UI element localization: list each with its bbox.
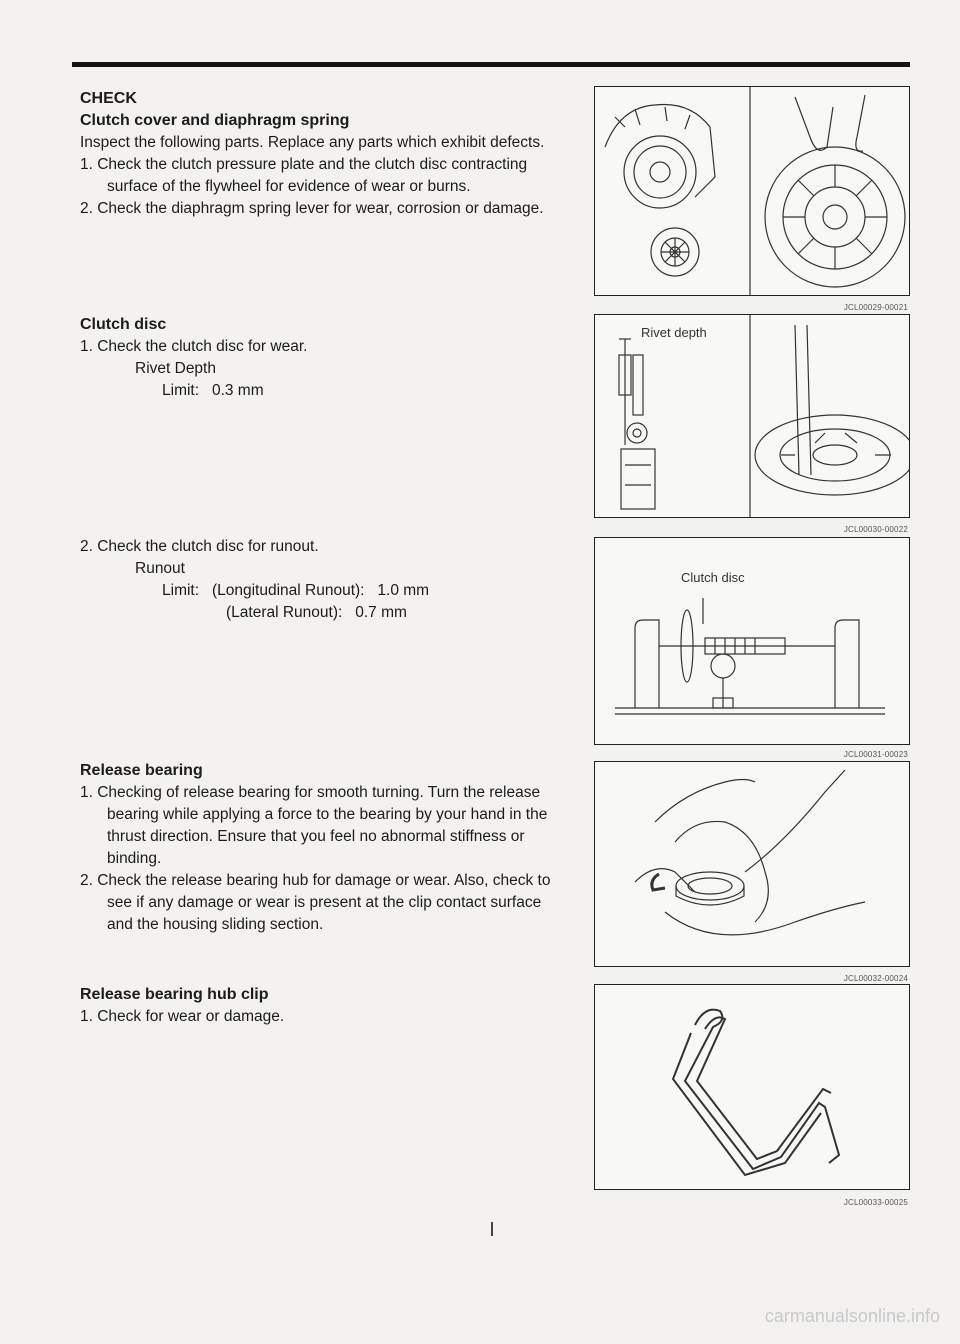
watermark: carmanualsonline.info xyxy=(764,1306,940,1326)
caption-fig-2: JCL00030-00022 xyxy=(843,525,908,534)
figure-rivet-depth xyxy=(594,314,910,518)
label-rivet-depth: Rivet depth xyxy=(641,325,707,340)
section-hub-clip xyxy=(80,984,560,1028)
clutch-cover-illustration xyxy=(595,87,909,295)
clip-item-1: 1. Check for wear or damage. xyxy=(80,1008,285,1025)
bearing-item-2: 2. Check the release bearing hub for damage or wear. Also, check to see if any damage or wear is present at the clip contact surface and the housing sliding section. xyxy=(80,872,551,933)
caption-fig-4: JCL00032-00024 xyxy=(843,974,908,983)
heading-clutch-cover: Clutch cover and diaphragm spring xyxy=(80,112,350,129)
caption-fig-5: JCL00033-00025 xyxy=(843,1198,908,1207)
figure-runout xyxy=(594,537,910,745)
heading-hub-clip: Release bearing hub clip xyxy=(80,986,269,1003)
check-item-2: 2. Check the diaphragm spring lever for wear, corrosion or damage. xyxy=(80,200,544,217)
check-item-1: 1. Check the clutch pressure plate and the clutch disc contracting surface of the flywheel for evidence of wear or burns. xyxy=(80,156,528,195)
check-intro: Inspect the following parts. Replace any parts which exhibit defects. xyxy=(80,134,545,151)
figure-release-bearing xyxy=(594,761,910,967)
runout-limit-lateral: (Lateral Runout): 0.7 mm xyxy=(226,604,407,621)
bearing-item-1: 1. Checking of release bearing for smooth turning. Turn the release bearing while applying a force to the bearing by your hand in the thrust direction. Ensure that you feel no abnormal stiffness or binding. xyxy=(80,784,548,867)
header-rule xyxy=(72,62,910,67)
runout-limit-longitudinal: Limit: (Longitudinal Runout): 1.0 mm xyxy=(162,582,430,599)
section-clutch-disc xyxy=(80,314,560,402)
heading-clutch-disc: Clutch disc xyxy=(80,316,167,333)
runout-label: Runout xyxy=(135,560,185,577)
disc-item-2: 2. Check the clutch disc for runout. xyxy=(80,538,319,555)
page-mark xyxy=(491,1222,493,1236)
figure-clutch-cover xyxy=(594,86,910,296)
section-runout xyxy=(80,536,560,624)
section-release-bearing xyxy=(80,760,560,936)
release-bearing-illustration xyxy=(595,762,909,966)
runout-illustration xyxy=(595,538,909,744)
heading-check: CHECK xyxy=(80,90,137,107)
label-clutch-disc: Clutch disc xyxy=(681,570,745,585)
caption-fig-1: JCL00029-00021 xyxy=(843,303,908,312)
caption-fig-3: JCL00031-00023 xyxy=(843,750,908,759)
section-check xyxy=(80,88,560,220)
rivet-depth-limit: Limit: 0.3 mm xyxy=(162,382,264,399)
disc-item-1: 1. Check the clutch disc for wear. xyxy=(80,338,308,355)
rivet-depth-illustration xyxy=(595,315,909,517)
rivet-depth-label: Rivet Depth xyxy=(135,360,216,377)
figure-hub-clip xyxy=(594,984,910,1190)
heading-release-bearing: Release bearing xyxy=(80,762,203,779)
hub-clip-illustration xyxy=(595,985,909,1189)
